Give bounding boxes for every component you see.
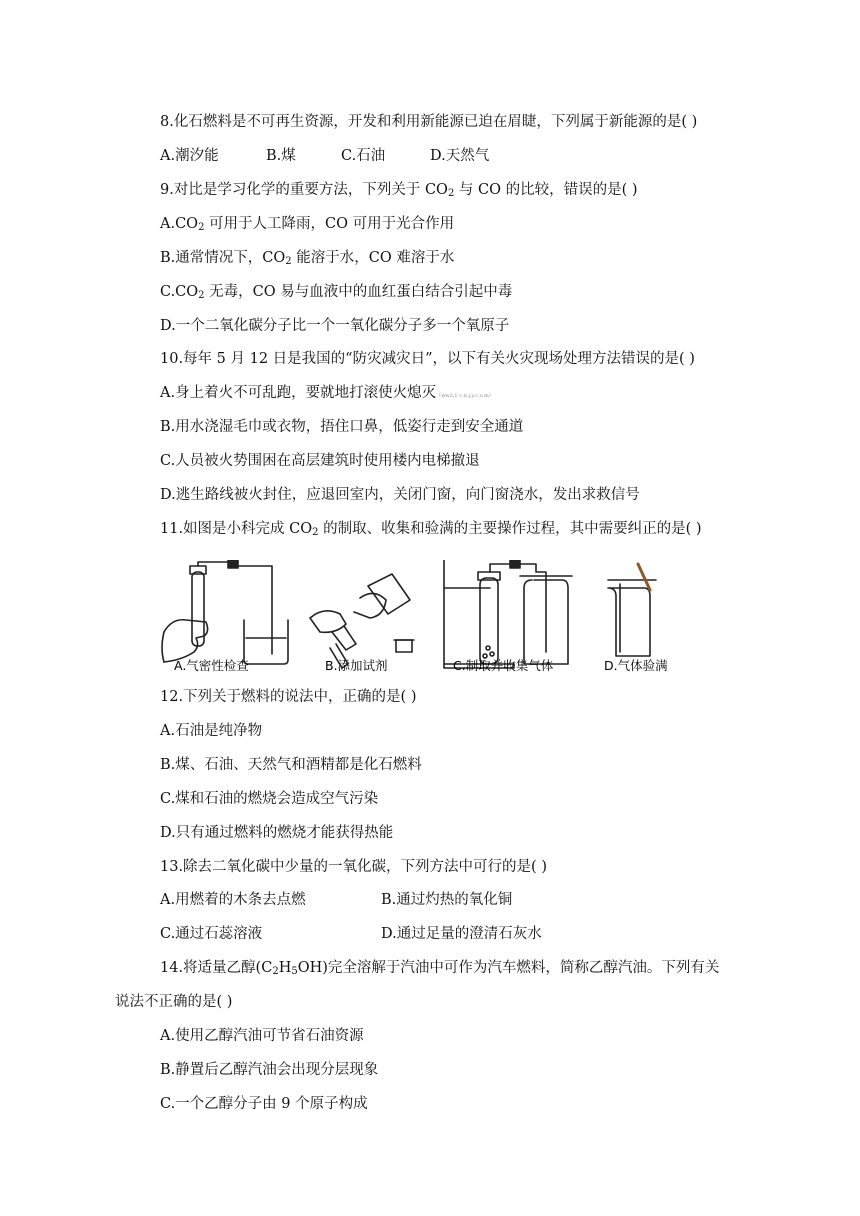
q8-stem: 8.化石燃料是不可再生资源，开发和利用新能源已迫在眉睫，下列属于新能源的是( ) [160, 114, 698, 130]
airtightness-check-illustration [162, 560, 288, 664]
caption-a: A.气密性检查 [174, 658, 249, 673]
q10-option-c: C.人员被火势围困在高层建筑时使用楼内电梯撤退 [160, 453, 480, 469]
watermark-text: （ww2.1 c.n.j.y.c.o.m） [436, 393, 494, 399]
q14-option-b: B.静置后乙醇汽油会出现分层现象 [160, 1062, 379, 1078]
q12-option-b: B.煤、石油、天然气和酒精都是化石燃料 [160, 757, 422, 773]
q11-stem: 11.如图是小科完成 $CO_2$ 的制取、收集和验满的主要操作过程，其中需要纠正的是( ) [160, 521, 702, 538]
q14-stem-line1: 14.将适量乙醇$(C_2H_5OH)$完全溶解于汽油中可作为汽车燃料，简称乙醇汽油。下列有关 [160, 960, 720, 977]
q12-option-c: C.煤和石油的燃烧会造成空气污染 [160, 791, 379, 807]
caption-b: B.添加试剂 [325, 658, 388, 673]
caption-d: D.气体验满 [604, 658, 668, 673]
q13-option-c: C.通过石蕊溶液 [160, 926, 263, 942]
adding-reagent-illustration [310, 574, 414, 668]
lab-apparatus-figure [160, 560, 680, 675]
q13-option-a: A.用燃着的木条去点燃 [160, 892, 306, 908]
q12-stem: 12.下列关于燃料的说法中，正确的是( ) [160, 689, 417, 705]
q14-stem-line2: 说法不正确的是( ) [115, 994, 233, 1010]
q8-option-b: B.煤 [266, 148, 296, 164]
q8-option-a: A.潮汐能 [160, 148, 219, 164]
q9-stem: 9.对比是学习化学的重要方法，下列关于 $CO_2$ 与 CO 的比较，错误的是( ) [160, 182, 638, 199]
q9-option-a: $A.CO_2$ 可用于人工降雨，CO 可用于光合作用 [160, 216, 455, 233]
q10-option-d: D.逃生路线被火封住，应退回室内，关闭门窗，向门窗浇水，发出求救信号 [160, 487, 640, 503]
q14-option-c: C.一个乙醇分子由 9 个原子构成 [160, 1096, 368, 1112]
q13-option-b: B.通过灼热的氧化铜 [381, 892, 513, 908]
q8-option-d: D.天然气 [430, 148, 490, 164]
q8-option-c: C.石油 [341, 148, 386, 164]
q9-option-b: B.通常情况下，$CO_2$ 能溶于水，CO 难溶于水 [160, 250, 455, 267]
q13-stem: 13.除去二氧化碳中少量的一氧化碳，下列方法中可行的是( ) [160, 859, 547, 875]
q12-option-a: A.石油是纯净物 [160, 723, 263, 739]
q10-option-b: B.用水浇湿毛巾或衣物，捂住口鼻，低姿行走到安全通道 [160, 419, 524, 435]
caption-c: C.制取并收集气体 [453, 658, 554, 673]
q12-option-d: D.只有通过燃料的燃烧才能获得热能 [160, 825, 394, 841]
q9-option-c: $C.CO_2$ 无毒，CO 易与血液中的血红蛋白结合引起中毒 [160, 284, 513, 301]
q13-option-d: D.通过足量的澄清石灰水 [381, 926, 542, 942]
gas-full-test-illustration [608, 564, 656, 656]
q10-option-a: A.身上着火不可乱跑，要就地打滚使火熄灭（ww2.1 c.n.j.y.c.o.m） [160, 385, 494, 401]
q10-stem: 10.每年 5 月 12 日是我国的“防灾减灾日”，以下有关火灾现场处理方法错误的是( ) [160, 351, 695, 367]
gas-collection-illustration [444, 560, 572, 668]
q9-option-d: D.一个二氧化碳分子比一个一氧化碳分子多一个氧原子 [160, 318, 510, 334]
q14-option-a: A.使用乙醇汽油可节省石油资源 [160, 1028, 364, 1044]
